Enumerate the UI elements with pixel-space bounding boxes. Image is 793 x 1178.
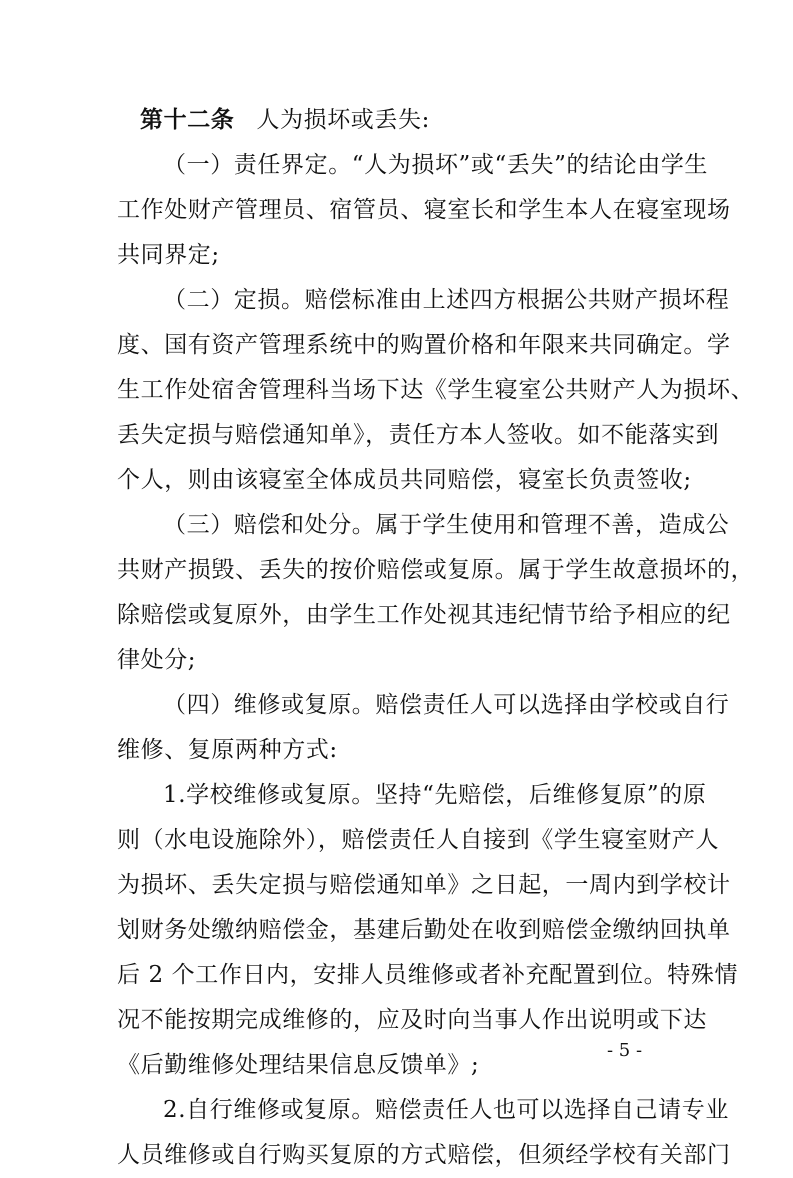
paragraph-line: 则（水电设施除外），赔偿责任人自接到《学生寝室财产人 — [117, 827, 720, 853]
paragraph-line: 维修、复原两种方式: — [117, 737, 338, 763]
paragraph-line: （一）责任界定。“人为损坏”或“丢失”的结论由学生 — [163, 152, 709, 178]
paragraph-line: 生工作处宿舍管理科当场下达《学生寝室公共财产人为损坏、 — [117, 377, 755, 403]
paragraph-line: 除赔偿或复原外，由学生工作处视其违纪情节给予相应的纪 — [117, 602, 731, 628]
paragraph-line: （二）定损。赔偿标准由上述四方根据公共财产损坏程 — [163, 287, 730, 313]
document-body — [117, 98, 755, 1178]
article-heading — [117, 98, 689, 143]
paragraph-line: 后 2 个工作日内，安排人员维修或者补充配置到位。特殊情 — [117, 962, 739, 988]
paragraph-line: 划财务处缴纳赔偿金，基建后勤处在收到赔偿金缴纳回执单 — [117, 917, 731, 943]
paragraph-line: （三）赔偿和处分。属于学生使用和管理不善，造成公 — [163, 512, 730, 538]
paragraph-line: 度、国有资产管理系统中的购置价格和年限来共同确定。学 — [117, 332, 731, 358]
paragraph-line: 丢失定损与赔偿通知单》，责任方本人签收。如不能落实到 — [117, 422, 720, 448]
paragraph-line: 1.学校维修或复原。坚持“先赔偿，后维修复原”的原 — [163, 782, 707, 808]
paragraph-line: 况不能按期完成维修的，应及时向当事人作出说明或下达 — [117, 1007, 707, 1033]
paragraph-line: 个人，则由该寝室全体成员共同赔偿，寝室长负责签收; — [117, 467, 692, 493]
article-title: 人为损坏或丢失: — [256, 107, 430, 133]
article-number: 第十二条 — [140, 107, 235, 133]
paragraph-line: 共财产损毁、丢失的按价赔偿或复原。属于学生故意损坏的， — [117, 557, 755, 583]
page-number: - 5 - — [607, 1040, 643, 1061]
paragraph-line: 《后勤维修处理结果信息反馈单》; — [117, 1052, 480, 1078]
paragraph-line: 为损坏、丢失定损与赔偿通知单》之日起，一周内到学校计 — [117, 872, 731, 898]
paragraph-line: 2.自行维修或复原。赔偿责任人也可以选择自己请专业 — [163, 1097, 729, 1123]
paragraph-line: 律处分; — [117, 647, 197, 673]
paragraph-line: （四）维修或复原。赔偿责任人可以选择由学校或自行 — [163, 692, 730, 718]
paragraph-line: 工作处财产管理员、宿管员、寝室长和学生本人在寝室现场 — [117, 197, 731, 223]
paragraph-line: 共同界定; — [117, 242, 220, 268]
paragraph-line: 人员维修或自行购买复原的方式赔偿，但须经学校有关部门 — [117, 1142, 731, 1168]
